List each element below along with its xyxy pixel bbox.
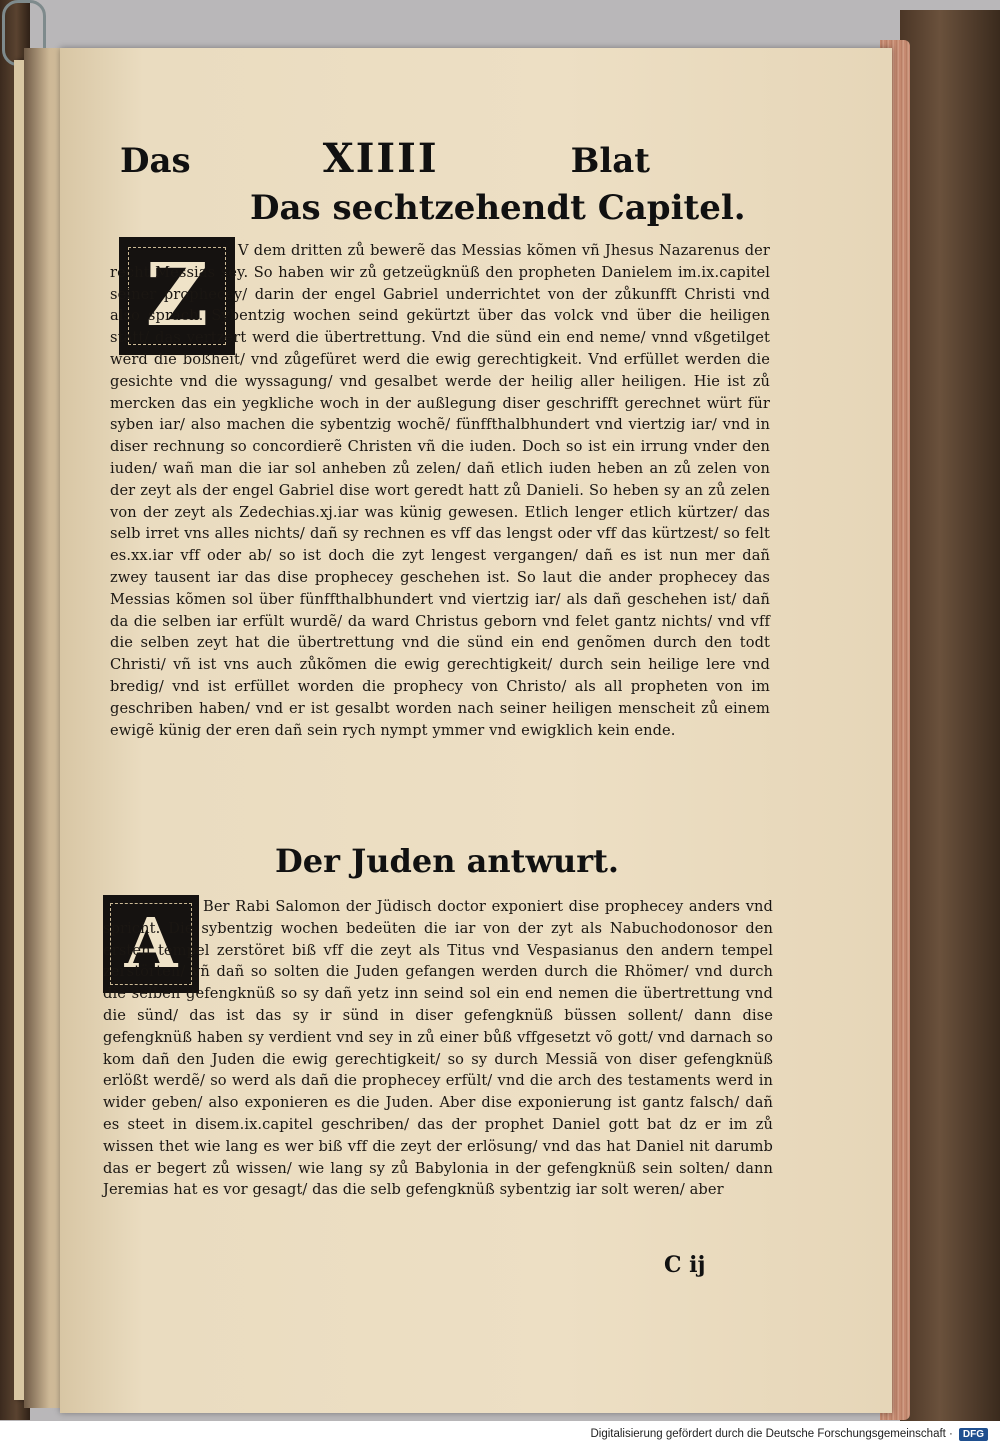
- running-head-right: Blat: [570, 141, 650, 181]
- running-head: [120, 135, 650, 182]
- folio-number: XIIII: [322, 135, 439, 182]
- footer-bar: [0, 1421, 1000, 1447]
- chapter-title: Das sechtzehendt Capitel.: [250, 188, 746, 228]
- paragraph-body: Ber Rabi Salomon der Jüdisch doctor exponiert dise prophecey anders vnd spricht. Die sybentzig wochen bedeüten die iar von der zyt als Nabuchodonosor den ersten tempel zerstöret biß vff die zeyt als Titus vnd Vespasianus den andern tempel zerstörten/ vñ dañ so solten die Juden gefangen werden durch die Rhömer/ vnd durch die selben gefengknüß so sy dañ yetz inn seind sol ein end nemen die übertrettung vnd die sünd/ das ist das sy ir sünd in diser gefengknüß büssen sollent/ dann dise gefengknüß haben sy verdient vnd sey in zů einer bůß vffgesetzt võ gott/ vnd darnach so kom dañ den Juden die ewig gerechtigkeit/ so sy durch Messiã von diser gefengknüß erlößt werdẽ/ so werd als dañ die prophecey erfült/ vnd die arch des testaments werd in wider geben/ also exponieren es die Juden. Aber dise exponierung ist gantz falsch/ dañ es steet in disem.ix.capitel geschriben/ das der prophet Daniel gott bat dz er im zů wissen thet wie lang es wer biß vff die zeyt der erlösung/ vnd das hat Daniel nit darumb das er begert zů wissen/ wie lang sy zů Babylonia in der gefengknüß sein solten/ dann Jeremias hat es vor gesagt/ das die selb gefengknüß sybentzig iar solt weren/ aber: [103, 898, 773, 1199]
- initial-letter: A: [110, 903, 191, 984]
- initial-letter: Z: [128, 247, 227, 345]
- section-title: Der Juden antwurt.: [275, 842, 620, 880]
- facing-page-edge: [14, 60, 24, 1400]
- dfg-logo: DFG: [959, 1428, 988, 1441]
- book-cover-right: [900, 10, 1000, 1430]
- footer-credit: Digitalisierung gefördert durch die Deutsche Forschungsgemeinschaft ·: [590, 1428, 953, 1440]
- running-head-left: Das: [120, 141, 191, 181]
- paragraph-body: V dem dritten zů bewerẽ das Messias kõmen vñ Jhesus Nazarenus der recht Messias sey. So haben wir zů getzeügknüß den propheten Danielem im.ix.capitel seiner prophecey/ darin der engel Gabriel underrichtet von der zůkunfft Christi vnd also sprach. Sybentzig wochen seind gekürtzt über das volck vnd über die heiligen statt/ das vertzert werd die übertrettung. Vnd die sünd ein end neme/ vnnd vßgetilget werd die boßheit/ vnd zůgefüret werd die ewig gerechtigkeit. Vnd erfüllet werden die gesichte vnd die wyssagung/ vnd gesalbet werde der heilig aller heiligen. Hie ist zů mercken das ein yegkliche woch in der außlegung diser geschrifft gerechnet würt für syben iar/ also machen die sybentzig wochẽ/ fünffthalbhundert vnd viertzig iar/ vnd in diser rechnung so concordierẽ Christen vñ die iuden. Doch so ist ein irrung vnder den iuden/ wañ man die iar sol anheben zů zelen/ dañ etlich iuden heben an zů zelen von der zeyt als der engel Gabriel dise wort geredt hatt zů Danieli. So heben sy an zů zelen von der zeyt als Zedechias.xj.iar was künig gewesen. Etlich lenger etlich kürtzer/ das selb irret vns alles nichts/ dañ sy rechnen es vff das lengst oder vff das kürtzest/ so felt es.xx.iar vff oder ab/ so ist doch die zyt lengest vergangen/ dañ es ist nun mer dañ zwey tausent iar das dise prophecey geschehen ist. So laut die ander prophecey das Messias kõmen sol über fünffthalbhundert vnd viertzig iar/ als dañ geschehen ist/ dañ da die selben iar erfült wurdẽ/ da ward Christus geborn vnd felet gantz nichts/ vnd vff die selben zeyt hat die übertrettung vnd die sünd ein end genõmen durch den todt Christi/ vñ ist vns auch zůkõmen die ewig gerechtigkeit/ durch sein heilige lere vnd bredig/ vnd ist erfüllet worden die prophecy von Christo/ als all propheten von im geschriben haben/ vnd er ist gesalbt worden nach seiner heiligen menscheit zů einem ewigẽ künig der eren dañ sein rych nympt ymmer vnd ewigklich kein ende.: [110, 242, 770, 739]
- signature-mark: C ij: [664, 1252, 706, 1278]
